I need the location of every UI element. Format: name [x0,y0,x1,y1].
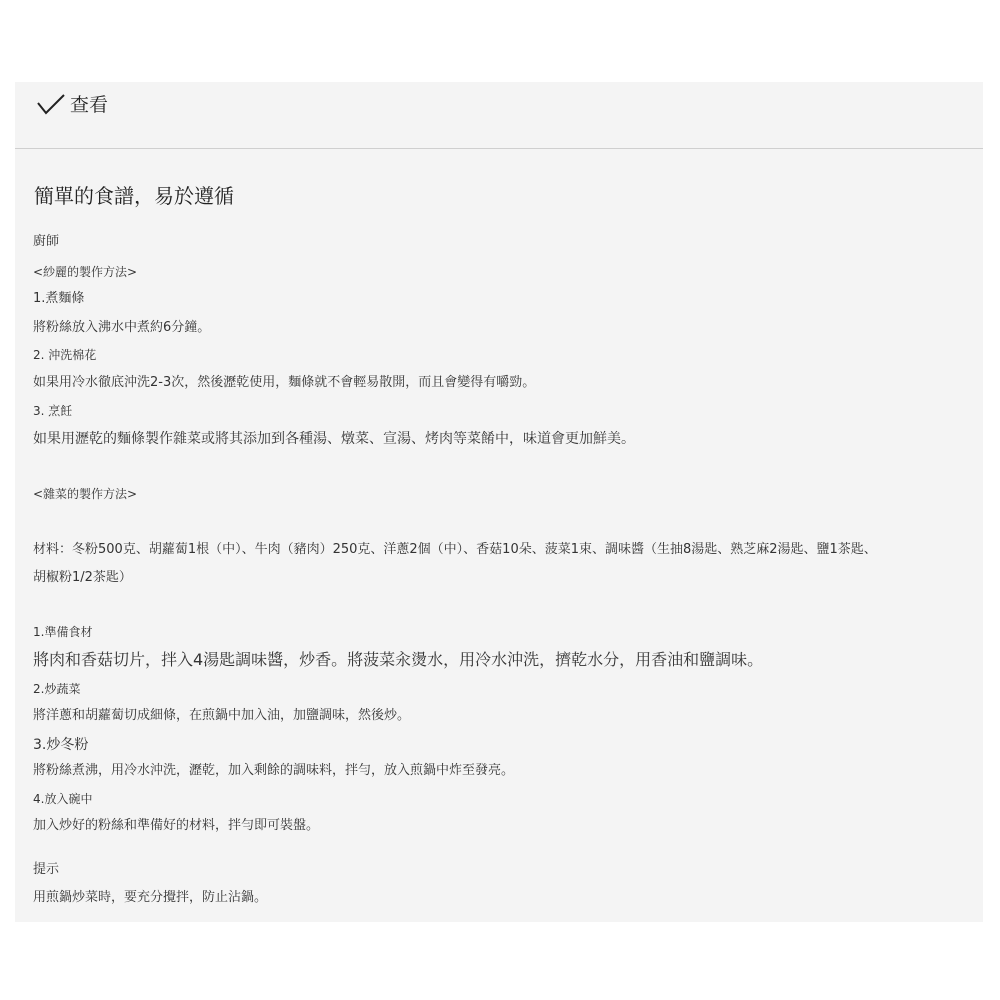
checkmark-icon [35,92,67,118]
view-header[interactable] [15,82,983,149]
tip-text: 用煎鍋炒菜時，要充分攪拌，防止沾鍋。 [33,890,268,905]
step-title: 1.準備食材 [33,625,93,639]
step-text: 將粉絲放入沸水中煮約6分鐘。 [33,320,211,335]
view-label[interactable]: 查看 [70,94,109,116]
section-title-sari: <紗麗的製作方法> [33,265,138,279]
step-title: 3.炒冬粉 [33,737,89,753]
section-title-japchae: <雜菜的製作方法> [33,487,138,501]
chef-label: 廚師 [33,234,60,249]
step-title: 2. 沖洗棉花 [33,348,97,362]
recipe-panel [15,82,983,922]
step-text: 將粉絲煮沸，用冷水沖洗，瀝乾，加入剩餘的調味料，拌勻，放入煎鍋中炸至發亮。 [33,763,515,778]
step-title: 1.煮麵條 [33,291,85,306]
ingredients-line: 胡椒粉1/2茶匙） [33,570,132,585]
step-text: 將洋蔥和胡蘿蔔切成細條，在煎鍋中加入油，加鹽調味，然後炒。 [33,708,411,723]
step-title: 4.放入碗中 [33,792,93,806]
step-title: 3. 烹飪 [33,404,73,418]
step-text: 如果用冷水徹底沖洗2-3次，然後瀝乾使用，麵條就不會輕易散開，而且會變得有嚼勁。 [33,375,536,390]
step-title: 2.炒蔬菜 [33,682,81,696]
step-text: 如果用瀝乾的麵條製作雜菜或將其添加到各種湯、燉菜、宣湯、烤肉等菜餚中，味道會更加鮮美。 [33,431,635,447]
ingredients-line: 材料：冬粉500克、胡蘿蔔1根（中）、牛肉（豬肉）250克、洋蔥2個（中）、香菇10朵、菠菜1束、調味醬（生抽8湯匙、熟芝麻2湯匙、鹽1茶匙、 [33,542,877,557]
step-text: 將肉和香菇切片，拌入4湯匙調味醬，炒香。將菠菜汆燙水，用冷水沖洗，擠乾水分，用香油和鹽調味。 [33,650,764,669]
step-text: 加入炒好的粉絲和準備好的材料，拌勻即可裝盤。 [33,818,320,833]
recipe-title: 簡單的食譜，易於遵循 [34,184,234,208]
tip-label: 提示 [33,862,60,877]
